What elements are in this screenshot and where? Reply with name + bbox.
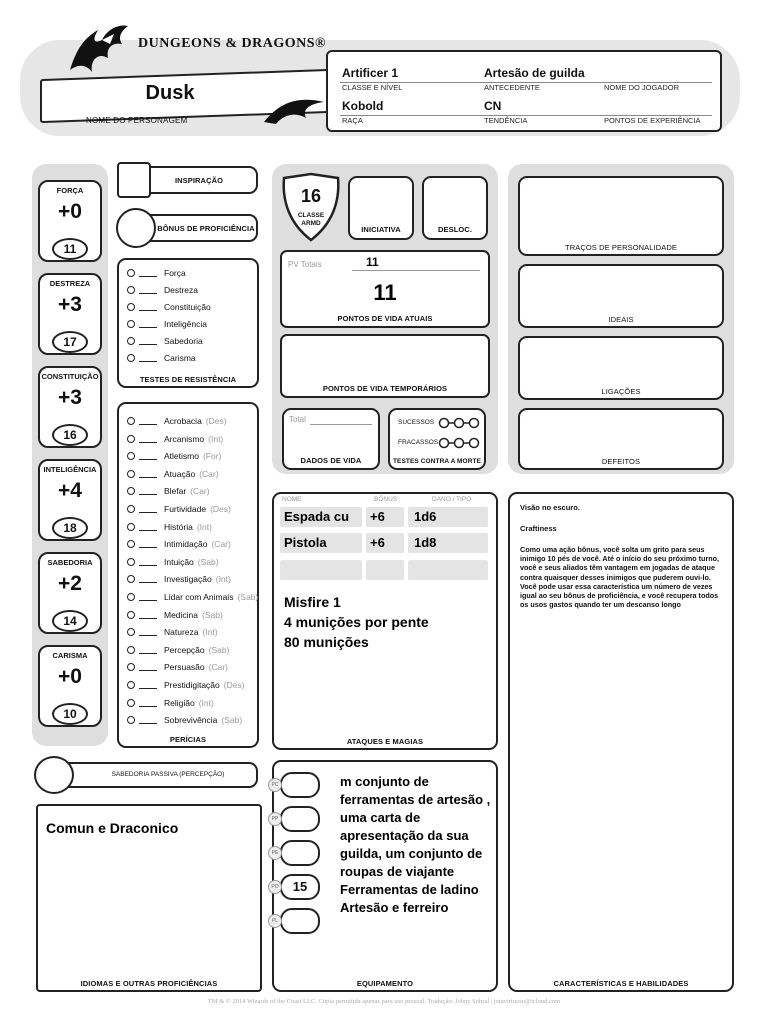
skill-attr: (Sab) [197, 556, 219, 567]
attack-note: 4 munições por pente [284, 614, 429, 630]
bonds-label: LIGAÇÕES [601, 387, 641, 396]
skill-name: Acrobacia [164, 416, 202, 426]
attack-name-cell[interactable] [280, 560, 362, 580]
skill-attr: (Des) [205, 416, 227, 426]
traits-box[interactable] [518, 176, 724, 256]
skill-attr: (Int) [202, 627, 218, 638]
save-row[interactable] [127, 336, 203, 346]
skill-attr: (Car) [190, 486, 210, 497]
skill-name: História [164, 521, 193, 532]
ability-modifier: +3 [58, 386, 82, 409]
ideals-box[interactable] [518, 264, 724, 328]
skill-bonus-field[interactable] [139, 575, 157, 583]
skill-row[interactable] [127, 504, 231, 514]
save-bonus-field[interactable] [139, 286, 157, 294]
saving-throws-label: TESTES DE RESISTÊNCIA [139, 375, 237, 384]
equipment-line: Ferramentas de ladino [340, 882, 479, 897]
proficiency-dot[interactable] [127, 286, 135, 294]
proficiency-dot[interactable] [127, 470, 135, 478]
proficiency-dot[interactable] [127, 354, 135, 362]
coin-platinum-label: PL [268, 914, 282, 928]
attack-name: Pistola [284, 535, 327, 550]
skill-row[interactable] [127, 486, 210, 496]
ideals-label: IDEAIS [608, 315, 634, 324]
hp-current-label: PONTOS DE VIDA ATUAIS [337, 314, 433, 323]
skill-attr: (Int) [208, 433, 224, 444]
equipment-line: m conjunto de [340, 774, 429, 789]
skill-name: Atletismo [164, 451, 199, 462]
inspiration-label: INSPIRAÇÃO [174, 176, 224, 185]
feature-craftiness-title: Craftiness [520, 524, 557, 533]
hp-max-label: PV Totais [288, 260, 322, 269]
proficiency-circle[interactable] [116, 208, 156, 248]
proficiency-dot[interactable] [127, 435, 135, 443]
skill-bonus-field[interactable] [139, 628, 157, 636]
background-label: ANTECEDENTE [484, 83, 540, 92]
brand-logo: DUNGEONS & DRAGONS® [138, 36, 326, 51]
skill-row[interactable] [127, 698, 214, 708]
proficiency-dot[interactable] [127, 303, 135, 311]
skills-box [117, 402, 259, 748]
ability-score: 14 [52, 610, 88, 632]
skill-name: Prestidigitação [164, 680, 220, 690]
temp-hp-box[interactable] [280, 334, 490, 398]
attack-name: Espada cu [284, 509, 350, 524]
proficiency-dot[interactable] [127, 320, 135, 328]
skill-row[interactable] [127, 539, 231, 549]
equipment-line: Artesão e ferreiro [340, 900, 449, 915]
race-value[interactable]: Kobold [342, 99, 384, 113]
features-box[interactable] [508, 492, 734, 992]
attack-damage: 1d6 [414, 509, 437, 524]
ability-name: INTELIGÊNCIA [43, 465, 97, 474]
coin-gold-field[interactable]: 15 [280, 874, 320, 900]
proficiency-dot[interactable] [127, 646, 135, 654]
skill-name: Sobrevivência [164, 715, 218, 726]
speed-label: DESLOC. [437, 225, 473, 234]
skill-name: Religião [164, 697, 195, 708]
skill-row[interactable] [127, 627, 218, 637]
ability-strength[interactable] [38, 180, 102, 262]
armor-class-label: CLASSE ARMD [297, 212, 325, 227]
skill-attr: (Car) [199, 468, 219, 479]
skill-attr: (Sab) [221, 715, 243, 726]
skill-bonus-field[interactable] [139, 540, 157, 548]
equipment-line: guilda, um conjunto de [340, 846, 483, 861]
feature-craftiness-text: Como uma ação bônus, você solta um grito para seus inimigo 10 pés de você. Até o início do seu próximo turno, você e seus aliados têm vantagem em jogadas de ataque contra quaisquer desses inimigos que puderem ouvi-lo. Você pode usar essa característica um número de vezes igual ao seu bônus de proficiência, e você recupera todos os usos gastos quando ter um descanso longo [520, 545, 720, 610]
hp-max-line [352, 270, 480, 271]
class-level-value[interactable]: Artificer 1 [342, 66, 399, 80]
equipment-line: apresentação da sua [340, 828, 469, 843]
save-row[interactable] [127, 353, 196, 363]
skill-attr: (Int) [196, 521, 212, 532]
save-bonus-field[interactable] [139, 269, 157, 277]
ability-name: CONSTITUIÇÃO [41, 372, 99, 381]
skill-attr: (Car) [208, 662, 228, 673]
hit-dice-label: DADOS DE VIDA [300, 456, 362, 465]
current-hp-box[interactable] [280, 250, 490, 328]
skill-row[interactable] [127, 592, 258, 602]
speed-box[interactable] [422, 176, 488, 240]
ability-constitution[interactable] [38, 366, 102, 448]
initiative-box[interactable] [348, 176, 414, 240]
player-name-label: NOME DO JOGADOR [604, 83, 680, 92]
death-success-circles-icon[interactable] [438, 417, 480, 429]
death-saves-label: TESTES CONTRA A MORTE [392, 458, 482, 465]
skill-bonus-field[interactable] [139, 611, 157, 619]
skill-name: Furtividade [164, 504, 207, 514]
traits-label: TRAÇOS DE PERSONALIDADE [565, 243, 677, 252]
character-info-box [326, 50, 722, 132]
alignment-value[interactable]: CN [484, 99, 502, 113]
skill-attr: (Int) [215, 574, 231, 585]
feature-darkvision: Visão no escuro. [520, 503, 580, 512]
temp-hp-label: PONTOS DE VIDA TEMPORÁRIOS [322, 384, 448, 393]
attack-col-name: NOME [282, 496, 302, 503]
proficiency-dot[interactable] [127, 611, 135, 619]
proficiency-dot[interactable] [127, 699, 135, 707]
skill-attr: (Des) [223, 680, 245, 690]
proficiency-dot[interactable] [127, 593, 135, 601]
skill-bonus-field[interactable] [139, 681, 157, 689]
ability-dexterity[interactable] [38, 273, 102, 355]
ability-modifier: +2 [58, 572, 82, 595]
ability-score: 11 [52, 238, 88, 260]
attack-bonus: +6 [370, 509, 385, 524]
skill-name: Percepção [164, 644, 205, 655]
flaws-label: DEFEITOS [601, 457, 641, 466]
save-name: Força [164, 268, 186, 278]
coin-copper-field[interactable] [280, 772, 320, 798]
skill-bonus-field[interactable] [139, 699, 157, 707]
death-success-label: SUCESSOS [398, 419, 435, 426]
features-label: CARACTERÍSTICAS E HABILIDADES [553, 979, 689, 988]
skill-bonus-field[interactable] [139, 646, 157, 654]
inspiration-field[interactable] [140, 166, 258, 194]
race-label: RAÇA [342, 116, 363, 125]
ability-name: SABEDORIA [47, 558, 93, 567]
xp-label: PONTOS DE EXPERIÊNCIA [604, 116, 701, 125]
proficiency-dot[interactable] [127, 417, 135, 425]
ability-modifier: +0 [58, 200, 82, 223]
attacks-box [272, 492, 498, 750]
skill-name: Natureza [164, 627, 199, 638]
attack-note: 80 munições [284, 634, 369, 650]
skill-bonus-field[interactable] [139, 505, 157, 513]
proficiency-dot[interactable] [127, 487, 135, 495]
attack-note: Misfire 1 [284, 594, 341, 610]
ability-modifier: +3 [58, 293, 82, 316]
skill-name: Arcanismo [164, 433, 205, 444]
attack-damage: 1d8 [414, 535, 437, 550]
skill-row[interactable] [127, 715, 242, 725]
skill-row[interactable] [127, 522, 212, 532]
skill-name: Intuição [164, 556, 194, 567]
skill-name: Investigação [164, 574, 212, 585]
skill-bonus-field[interactable] [139, 452, 157, 460]
dragon-tail-icon [262, 92, 330, 128]
skill-bonus-field[interactable] [139, 558, 157, 566]
proficiency-dot[interactable] [127, 681, 135, 689]
skill-row[interactable] [127, 557, 219, 567]
skill-row[interactable] [127, 434, 223, 444]
proficiency-dot[interactable] [127, 558, 135, 566]
skill-row[interactable] [127, 662, 228, 672]
skill-attr: (Des) [210, 504, 231, 514]
skill-row[interactable] [127, 451, 221, 461]
coin-silver-label: PP [268, 812, 282, 826]
death-saves-box[interactable] [388, 408, 486, 470]
skill-name: Blefar [164, 486, 187, 497]
skill-name: Atuação [164, 468, 196, 479]
armor-class-shield-icon[interactable] [280, 172, 342, 242]
flaws-box[interactable] [518, 408, 724, 470]
saving-throws-box [117, 258, 259, 388]
skill-row[interactable] [127, 645, 229, 655]
proficiency-dot[interactable] [127, 716, 135, 724]
death-fail-label: FRACASSOS [398, 439, 439, 446]
coin-copper-label: PC [268, 778, 282, 792]
skill-attr: (Sab) [237, 592, 259, 602]
coin-gold-label: PO [268, 880, 282, 894]
proficiency-dot[interactable] [127, 628, 135, 636]
save-row[interactable] [127, 319, 207, 329]
coin-silver-field[interactable] [280, 806, 320, 832]
skills-label: PERÍCIAS [169, 735, 207, 744]
proficiency-dot[interactable] [127, 505, 135, 513]
equipment-line: uma carta de [340, 810, 421, 825]
dragon-logo-icon [62, 20, 132, 78]
skill-name: Intimidação [164, 539, 208, 550]
hp-max-value[interactable]: 11 [366, 255, 379, 269]
save-row[interactable] [127, 268, 186, 278]
proficiency-label: BÔNUS DE PROFICIÊNCIA [157, 224, 255, 233]
skill-bonus-field[interactable] [139, 417, 157, 425]
ability-score: 16 [52, 424, 88, 446]
passive-perception-field[interactable] [58, 762, 258, 788]
character-name-label: NOME DO PERSONAGEM [86, 116, 188, 125]
skill-bonus-field[interactable] [139, 716, 157, 724]
equipment-line: ferramentas de artesão , [340, 792, 491, 807]
character-name[interactable]: Dusk [145, 82, 195, 104]
skill-bonus-field[interactable] [139, 593, 157, 601]
inspiration-box[interactable] [117, 162, 151, 198]
equipment-label: EQUIPAMENTO [356, 979, 414, 988]
skill-attr: (Int) [198, 697, 214, 708]
save-bonus-field[interactable] [139, 337, 157, 345]
skill-bonus-field[interactable] [139, 470, 157, 478]
skill-row[interactable] [127, 416, 227, 426]
languages-label: IDIOMAS E OUTRAS PROFICIÊNCIAS [80, 979, 218, 988]
ability-name: CARISMA [52, 651, 88, 660]
attack-bonus: +6 [370, 535, 385, 550]
ability-score: 18 [52, 517, 88, 539]
save-name: Constituição [164, 302, 211, 312]
save-row[interactable] [127, 285, 198, 295]
save-name: Carisma [164, 353, 196, 363]
attack-bonus-cell[interactable] [366, 560, 404, 580]
skill-name: Medicina [164, 609, 199, 620]
skill-row[interactable] [127, 574, 231, 584]
equipment-line: roupas de viajante [340, 864, 455, 879]
hit-dice-total-line [310, 424, 372, 425]
armor-class-value: 16 [300, 186, 322, 206]
skill-name: Lidar com Animais [164, 592, 234, 602]
skill-attr: (Sab) [202, 609, 223, 620]
ability-score: 17 [52, 331, 88, 353]
proficiency-dot[interactable] [127, 575, 135, 583]
hp-current-value[interactable]: 11 [373, 280, 397, 305]
save-row[interactable] [127, 302, 211, 312]
proficiency-dot[interactable] [127, 540, 135, 548]
hit-dice-box[interactable] [282, 408, 380, 470]
languages-text: Comun e Draconico [46, 820, 179, 836]
hit-dice-total-label: Total [289, 415, 306, 424]
proficiency-dot[interactable] [127, 337, 135, 345]
skill-attr: (For) [202, 451, 222, 462]
save-name: Inteligência [164, 319, 208, 329]
skill-bonus-field[interactable] [139, 523, 157, 531]
equipment-box [272, 760, 498, 992]
skill-bonus-field[interactable] [139, 487, 157, 495]
save-bonus-field[interactable] [139, 320, 157, 328]
save-name: Destreza [164, 285, 199, 295]
skill-row[interactable] [127, 469, 219, 479]
skill-bonus-field[interactable] [139, 663, 157, 671]
background-value[interactable]: Artesão de guilda [484, 66, 585, 80]
languages-box[interactable] [36, 804, 262, 992]
death-fail-circles-icon[interactable] [438, 437, 480, 449]
footer-copyright: TM & © 2014 Wizards of the Coast LLC. Cópia permitida apenas para uso pessoal. Tradução: Johny Sobral | jotuvirtuoso@icloud.com [207, 998, 561, 1005]
ability-modifier: +4 [58, 479, 82, 502]
attack-col-bonus: BÔNUS [374, 496, 398, 503]
ability-modifier: +0 [58, 665, 82, 688]
skill-row[interactable] [127, 680, 245, 690]
skill-name: Persuasão [164, 662, 205, 673]
ability-name: DESTREZA [49, 279, 91, 288]
proficiency-dot[interactable] [127, 523, 135, 531]
bonds-box[interactable] [518, 336, 724, 400]
skill-row[interactable] [127, 610, 223, 620]
proficiency-field[interactable] [140, 214, 258, 242]
passive-perception-label: SABEDORIA PASSIVA (PERCEPÇÃO) [111, 771, 225, 778]
proficiency-dot[interactable] [127, 452, 135, 460]
ability-name: FORÇA [56, 186, 84, 195]
class-level-label: CLASSE E NÍVEL [342, 83, 403, 92]
passive-perception-circle[interactable] [34, 756, 74, 794]
skill-attr: (Car) [211, 539, 231, 550]
proficiency-dot[interactable] [127, 663, 135, 671]
attack-col-damage: DANO / TIPO [432, 496, 472, 503]
coin-electrum-label: PE [268, 846, 282, 860]
coin-electrum-field[interactable] [280, 840, 320, 866]
attack-damage-cell[interactable] [408, 560, 488, 580]
initiative-label: INICIATIVA [361, 225, 401, 234]
attacks-label: ATAQUES E MAGIAS [346, 737, 424, 746]
alignment-label: TENDÊNCIA [484, 116, 528, 125]
ability-wisdom[interactable] [38, 552, 102, 634]
proficiency-dot[interactable] [127, 269, 135, 277]
skill-bonus-field[interactable] [139, 435, 157, 443]
coin-platinum-field[interactable] [280, 908, 320, 934]
skill-attr: (Sab) [208, 644, 230, 655]
ability-score: 10 [52, 703, 88, 725]
ability-intelligence[interactable] [38, 459, 102, 541]
save-bonus-field[interactable] [139, 303, 157, 311]
save-bonus-field[interactable] [139, 354, 157, 362]
save-name: Sabedoria [164, 336, 203, 346]
ability-charisma[interactable] [38, 645, 102, 727]
